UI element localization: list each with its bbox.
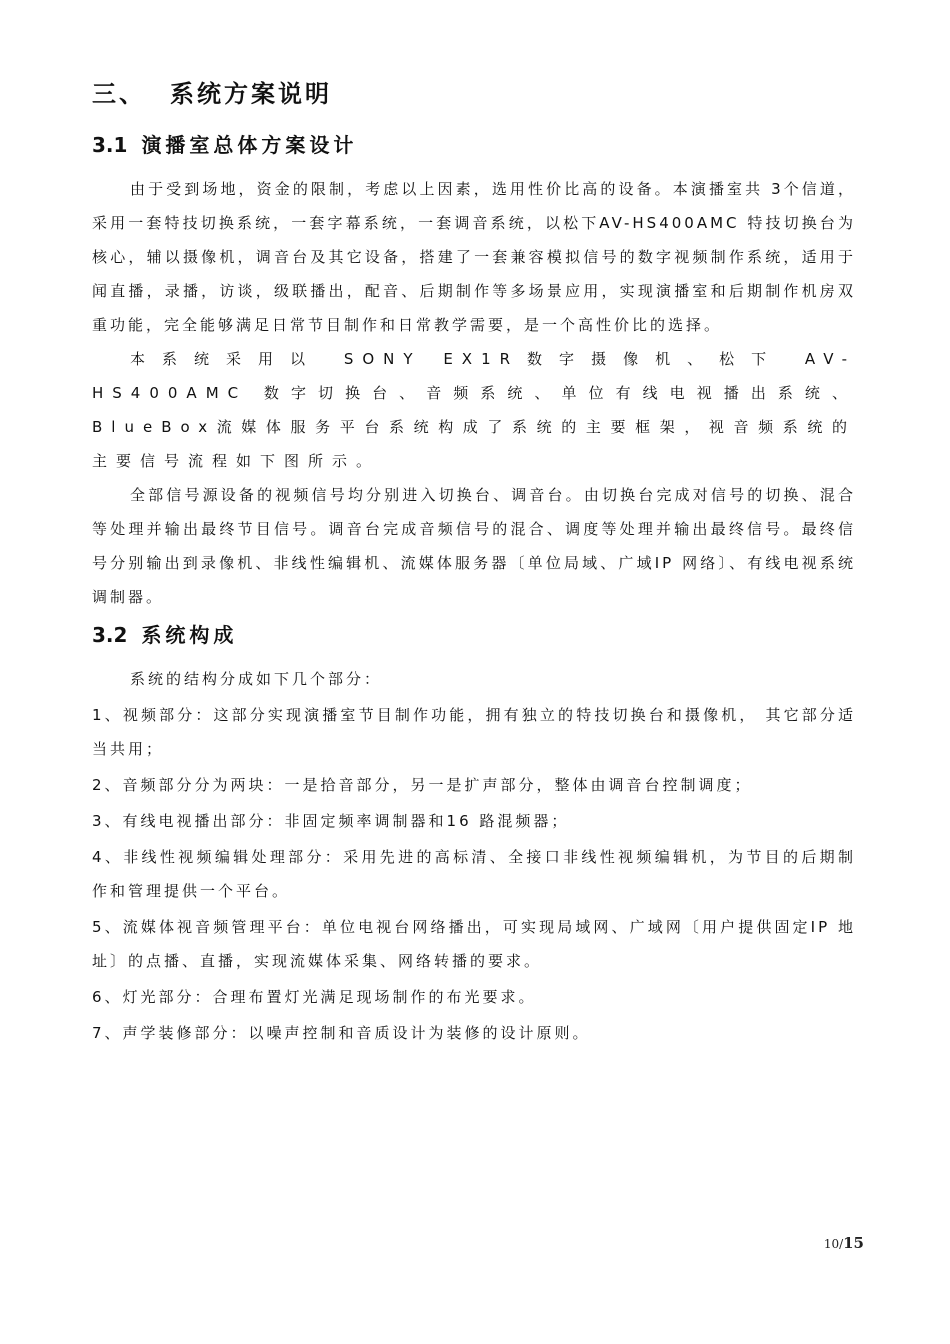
paragraph-overview: 由于受到场地，资金的限制，考虑以上因素，选用性价比高的设备。本演播室共 3个信道，采用一套特技切换系统，一套字幕系统，一套调音系统，以松下AV-HS400AMC 特技切换台为核心，辅以摄像机，调音台及其它设备，搭建了一套兼容模拟信号的数字视频制作系统，适用于 闻直播，录播，访谈，级联播出，配音、后期制作等多场景应用，实现演播室和后期制作机房双重功能，完全能够满足日常节目制作和日常教学需要，是一个高性价比的选择。	[92, 180, 856, 334]
system-parts-list	[92, 698, 856, 1050]
paragraph-framework: 本系统采用以 SONY EX1R数字摄像机、松下 AV-HS400AMC 数字切换台、音频系统、单位有线电视播出系统、BlueBox流媒体服务平台系统构成了系统的主要框架，视音频系统的主要信号流程如下图所示。	[92, 350, 856, 470]
list-item: 6、灯光部分：合理布置灯光满足现场制作的布光要求。	[92, 988, 537, 1006]
section-heading-3-2	[92, 618, 856, 652]
paragraph-signal-flow: 全部信号源设备的视频信号均分别进入切换台、调音台。由切换台完成对信号的切换、混合等处理并输出最终节目信号。调音台完成音频信号的混合、调度等处理并输出最终信号。最终信号分别输出到录像机、非线性编辑机、流媒体服务器〔单位局域、广域IP 网络〕、有线电视系统调制器。	[92, 486, 856, 606]
chapter-heading	[92, 72, 856, 116]
list-item: 3、有线电视播出部分：非固定频率调制器和16 路混频器；	[92, 812, 570, 830]
list-item: 5、流媒体视音频管理平台：单位电视台网络播出，可实现局域网、广域网〔用户提供固定IP 地址〕的点播、直播，实现流媒体采集、网络转播的要求。	[92, 918, 856, 970]
page-current: 10/	[823, 1237, 844, 1251]
section-title: 系统构成	[141, 623, 238, 647]
document-page	[92, 72, 856, 1052]
section-number: 3.1	[92, 133, 128, 157]
chapter-number: 三、	[92, 80, 146, 108]
list-item: 1、视频部分：这部分实现演播室节目制作功能，拥有独立的特技切换台和摄像机， 其它部分适当共用；	[92, 706, 856, 758]
chapter-title: 系统方案说明	[170, 80, 332, 108]
section-title: 演播室总体方案设计	[141, 133, 358, 157]
paragraph-intro: 系统的结构分成如下几个部分：	[130, 670, 383, 688]
list-item: 7、声学装修部分：以噪声控制和音质设计为装修的设计原则。	[92, 1024, 591, 1042]
page-number	[824, 1234, 864, 1252]
section-heading-3-1	[92, 128, 856, 162]
page-total: 15	[843, 1234, 864, 1252]
list-item: 2、音频部分分为两块：一是拾音部分，另一是扩声部分，整体由调音台控制调度；	[92, 776, 753, 794]
section-number: 3.2	[92, 623, 128, 647]
list-item: 4、非线性视频编辑处理部分：采用先进的高标清、全接口非线性视频编辑机，为节目的后期制作和管理提供一个平台。	[92, 848, 856, 900]
